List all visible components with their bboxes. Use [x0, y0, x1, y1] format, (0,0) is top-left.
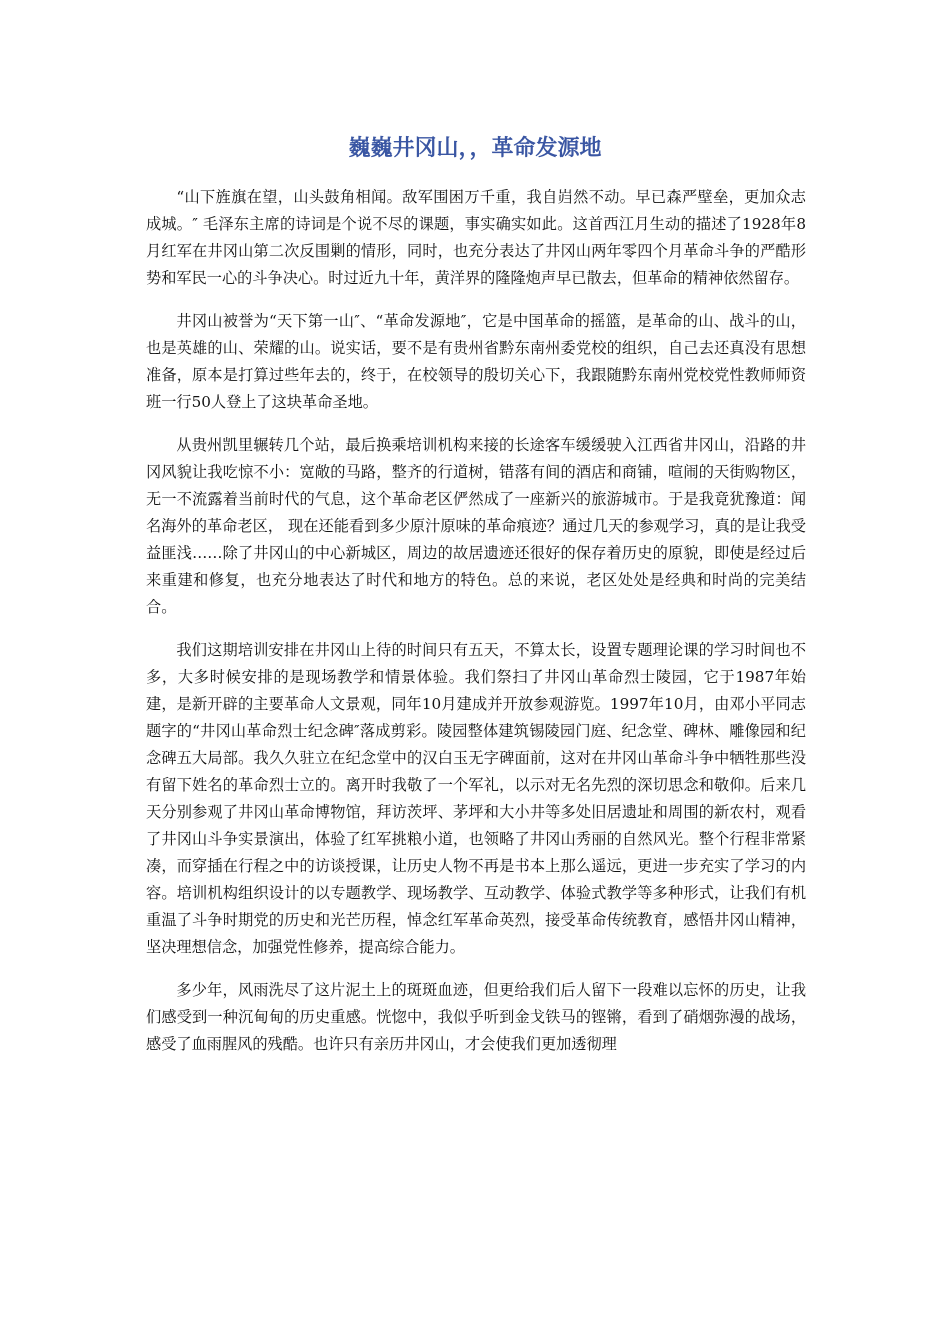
- document-body: [146, 184, 806, 1074]
- document-title: 巍巍井冈山，，革命发源地: [348, 136, 602, 161]
- paragraph-4: 我们这期培训安排在井冈山上待的时间只有五天，不算太长，设置专题理论课的学习时间也不多，大多时候安排的是现场教学和情景体验。我们祭扫了井冈山革命烈士陵园，它于1987年始建，是新开辟的主要革命人文景观，同年10月建成并开放参观游览。1997年10月，由邓小平同志题字的“井冈山革命烈士纪念碑″落成剪彩。陵园整体建筑锡陵园门庭、纪念堂、碑林、雕像园和纪念碑五大局部。我久久驻立在纪念堂中的汉白玉无字碑面前，这对在井冈山革命斗争中牺牲那些没有留下姓名的革命烈士立的。离开时我敬了一个军礼，以示对无名先烈的深切思念和敬仰。后来几天分别参观了井冈山革命博物馆，拜访茨坪、茅坪和大小井等多处旧居遗址和周围的新农村，观看了井冈山斗争实景演出，体验了红军挑粮小道，也领略了井冈山秀丽的自然风光。整个行程非常紧凑，而穿插在行程之中的访谈授课，让历史人物不再是书本上那么遥远，更进一步充实了学习的内容。培训机构组织设计的以专题教学、现场教学、互动教学、体验式教学等多种形式，让我们有机重温了斗争时期党的历史和光芒历程，悼念红军革命英烈，接受革命传统教育，感悟井冈山精神，坚决理想信念，加强党性修养，提高综合能力。: [146, 641, 806, 956]
- paragraph-3: 从贵州凯里辗转几个站，最后换乘培训机构来接的长途客车缓缓驶入江西省井冈山，沿路的井冈风貌让我吃惊不小：宽敞的马路，整齐的行道树，错落有间的酒店和商铺，喧闹的天街购物区，无一不流露着当前时代的气息，这个革命老区俨然成了一座新兴的旅游城市。于是我竟犹豫道：闻名海外的革命老区， 现在还能看到多少原汁原味的革命痕迹？通过几天的参观学习，真的是让我受益匪浅……除了井冈山的中心新城区，周边的故居遗迹还很好的保存着历史的原貌，即使是经过后来重建和修复，也充分地表达了时代和地方的特色。总的来说，老区处处是经典和时尚的完美结合。: [146, 436, 806, 616]
- paragraph-1: “山下旌旗在望，山头鼓角相闻。敌军围困万千重，我自岿然不动。早已森严壁垒，更加众志成城。″ 毛泽东主席的诗词是个说不尽的课题，事实确实如此。这首西江月生动的描述了1928年8月红军在井冈山第二次反围剿的情形，同时，也充分表达了井冈山两年零四个月革命斗争的严酷形势和军民一心的斗争决心。时过近九十年，黄洋界的隆隆炮声早已散去，但革命的精神依然留存。: [146, 188, 806, 287]
- paragraph-2: 井冈山被誉为“天下第一山″、“革命发源地″，它是中国革命的摇篮，是革命的山、战斗的山，也是英雄的山、荣耀的山。说实话，要不是有贵州省黔东南州委党校的组织，自己去还真没有思想准备，原本是打算过些年去的，终于，在校领导的殷切关心下，我跟随黔东南州党校党性教师师资班一行50人登上了这块革命圣地。: [146, 312, 806, 411]
- paragraph-5: 多少年，风雨洗尽了这片泥土上的斑斑血迹，但更给我们后人留下一段难以忘怀的历史，让我们感受到一种沉甸甸的历史重感。恍惚中，我似乎听到金戈铁马的铿锵，看到了硝烟弥漫的战场，感受了血雨腥风的残酷。也许只有亲历井冈山，才会使我们更加透彻理: [146, 981, 806, 1053]
